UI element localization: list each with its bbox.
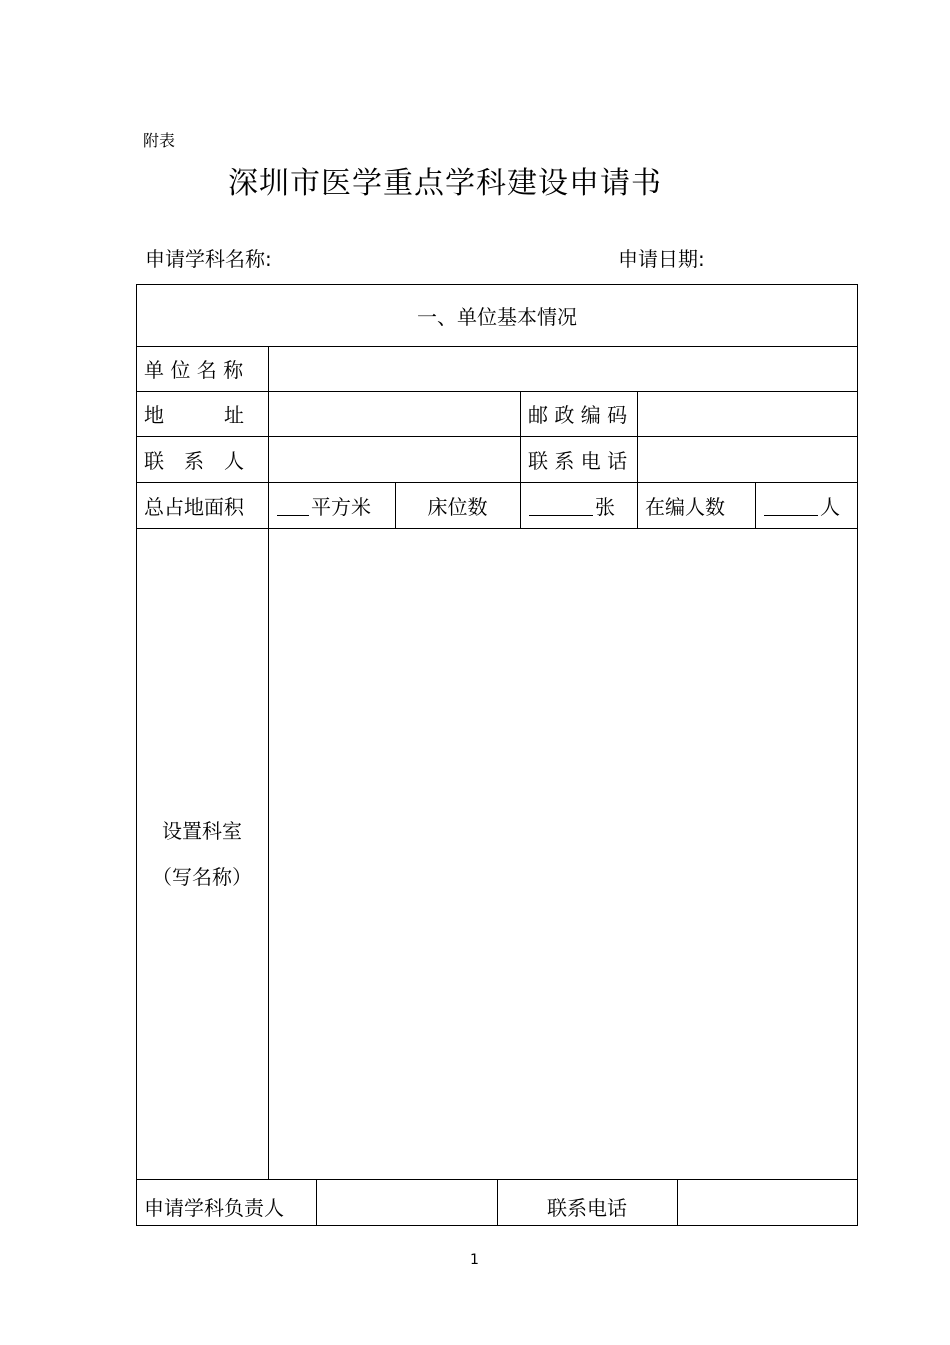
beds-field[interactable]: [521, 482, 637, 528]
page-number: 1: [470, 1252, 479, 1268]
departments-label-line2: （写名称）: [152, 864, 252, 889]
departments-label: [136, 528, 268, 1179]
staff-field[interactable]: [756, 482, 857, 528]
staff-blank-line: [764, 495, 818, 516]
leader-label: 申请学科负责人: [144, 1196, 284, 1220]
area-unit: 平方米: [311, 494, 371, 519]
departments-field[interactable]: [269, 529, 857, 1179]
total-area-field[interactable]: [269, 482, 395, 528]
postal-code-label: 邮 政 编 码: [528, 403, 628, 427]
contact-person-label: 联 系 人: [144, 448, 244, 473]
unit-name-field[interactable]: [269, 347, 857, 391]
departments-label-line1: 设置科室: [162, 818, 242, 843]
area-blank-line: [277, 495, 309, 516]
contact-phone-label: 联 系 电 话: [528, 448, 628, 473]
beds-blank-line: [529, 495, 593, 516]
leader-phone-field[interactable]: [678, 1180, 857, 1225]
staff-label: 在编人数: [645, 494, 725, 519]
staff-unit: 人: [820, 494, 840, 519]
application-form-table: [136, 284, 858, 1226]
unit-name-label: 单 位 名 称: [144, 358, 244, 382]
beds-label: 床位数: [427, 494, 488, 519]
leader-phone-label: 联系电话: [547, 1196, 627, 1220]
section-title: 一、单位基本情况: [417, 304, 577, 329]
contact-person-field[interactable]: [269, 437, 520, 482]
contact-phone-field[interactable]: [638, 437, 857, 482]
page-title: 深圳市医学重点学科建设申请书: [228, 166, 662, 201]
subject-name-label: 申请学科名称:: [145, 247, 272, 271]
postal-code-field[interactable]: [638, 392, 857, 436]
beds-unit: 张: [595, 494, 615, 519]
application-date-label: 申请日期:: [618, 247, 705, 271]
total-area-label: 总占地面积: [144, 494, 244, 519]
attachment-label: 附表: [143, 131, 176, 150]
address-label: 地 址: [144, 403, 244, 427]
leader-field[interactable]: [317, 1180, 497, 1225]
table-border-right: [857, 284, 858, 1226]
address-field[interactable]: [269, 392, 520, 436]
